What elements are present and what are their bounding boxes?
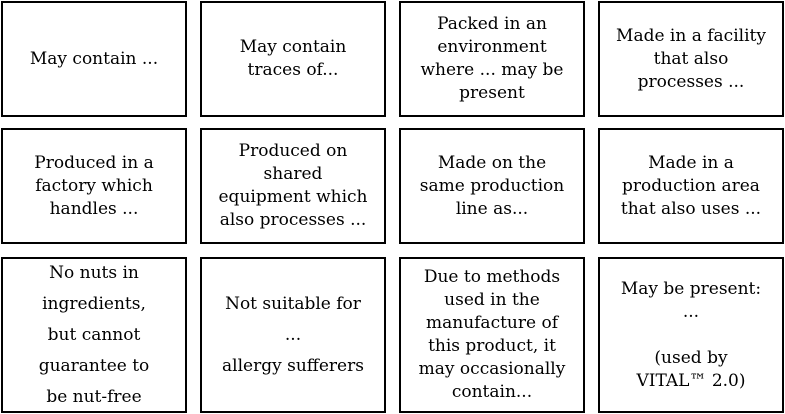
statement-text-12: May be present: ... (used by VITAL™ 2.0) xyxy=(620,278,762,391)
statement-box-12 xyxy=(598,257,784,413)
statement-box-11 xyxy=(399,257,585,413)
statement-box-1 xyxy=(1,1,187,117)
statement-text-6: Produced on shared equipment which also processes ... xyxy=(218,141,368,230)
statement-text-10: Not suitable for ... allergy sufferers xyxy=(222,293,364,376)
statement-box-7 xyxy=(399,128,585,244)
statement-box-4 xyxy=(598,1,784,117)
statement-text-7: Made on the same production line as... xyxy=(419,152,565,219)
statement-text-2: May contain traces of... xyxy=(239,37,347,80)
statement-box-3 xyxy=(399,1,585,117)
statement-box-6 xyxy=(200,128,386,244)
statement-text-4: Made in a facility that also processes ... xyxy=(616,25,766,92)
statement-text-1: May contain ... xyxy=(29,48,159,69)
statement-box-8 xyxy=(598,128,784,244)
statement-text-5: Produced in a factory which handles ... xyxy=(34,152,154,219)
statement-box-10 xyxy=(200,257,386,413)
statement-box-5 xyxy=(1,128,187,244)
statement-text-11: Due to methods used in the manufacture of this product, it may occasionally contain... xyxy=(418,267,566,402)
statement-text-8: Made in a production area that also uses ... xyxy=(620,152,762,219)
statement-box-9 xyxy=(1,257,187,413)
statement-box-2 xyxy=(200,1,386,117)
statement-text-3: Packed in an environment where ... may be present xyxy=(420,14,564,103)
statement-text-9: No nuts in ingredients, but cannot guarantee to be nut-free xyxy=(38,262,150,407)
